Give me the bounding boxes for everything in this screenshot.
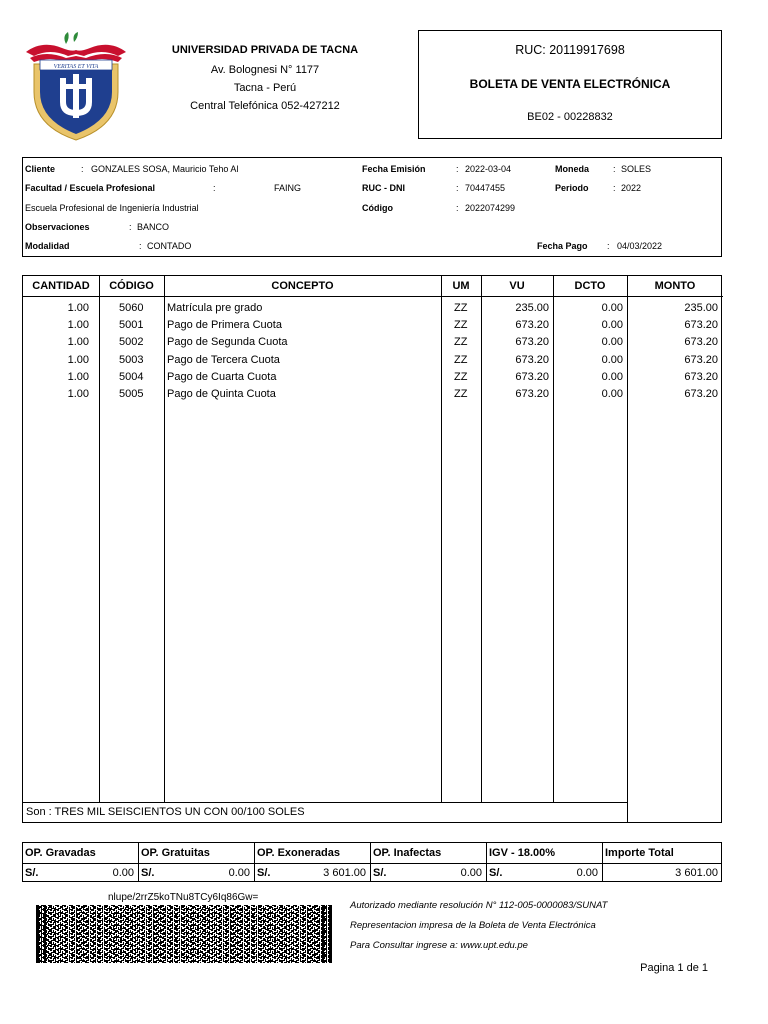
colon: :: [456, 203, 459, 213]
codigo-cell: 5001: [119, 319, 144, 331]
codigo-value: 2022074299: [465, 203, 516, 213]
codigo-cell: 5060: [119, 302, 144, 314]
um-cell: ZZ: [454, 371, 468, 383]
colon: :: [213, 183, 216, 193]
cantidad-cell: 1.00: [67, 371, 89, 383]
monto-cell: 673.20: [684, 388, 718, 400]
colon: :: [81, 164, 84, 174]
items-table: [22, 275, 722, 823]
observaciones-value: BANCO: [137, 222, 170, 232]
university-city: Tacna - Perú: [233, 82, 297, 94]
vu-cell: 673.20: [515, 319, 549, 331]
cantidad-cell: 1.00: [67, 388, 89, 400]
concepto-cell: Pago de Tercera Cuota: [167, 354, 280, 366]
monto-cell: 673.20: [684, 371, 718, 383]
monto-cell: 673.20: [684, 336, 718, 348]
fecha-emision-label: Fecha Emisión: [362, 164, 426, 174]
header-um: UM: [452, 280, 470, 292]
ruc-number: RUC: 20119917698: [515, 43, 625, 57]
pdf417-barcode: [36, 905, 332, 963]
cantidad-cell: 1.00: [67, 319, 89, 331]
consult-note: Para Consultar ingrese a: www.upt.edu.pe: [350, 940, 528, 951]
vu-cell: 673.20: [515, 371, 549, 383]
header-cantidad: CANTIDAD: [32, 280, 90, 292]
moneda-label: Moneda: [555, 164, 590, 174]
concepto-cell: Pago de Segunda Cuota: [167, 336, 288, 348]
importe-total-label: Importe Total: [605, 847, 674, 859]
university-address: Av. Bolognesi N° 1177: [210, 64, 320, 76]
op-gravadas-label: OP. Gravadas: [25, 847, 96, 859]
fecha-emision-value: 2022-03-04: [465, 164, 512, 174]
facultad-label: Facultad / Escuela Profesional: [25, 183, 156, 193]
concepto-cell: Pago de Cuarta Cuota: [167, 371, 277, 383]
table-row: [23, 317, 721, 334]
table-row: [23, 369, 721, 386]
concepto-cell: Pago de Primera Cuota: [167, 319, 282, 331]
op-gravadas-value: 0.00: [112, 867, 134, 879]
importe-total-value: 3 601.00: [675, 867, 718, 879]
university-name: UNIVERSIDAD PRIVADA DE TACNA: [171, 44, 359, 56]
colon: :: [613, 164, 616, 174]
table-row: [23, 300, 721, 317]
op-exoneradas-label: OP. Exoneradas: [257, 847, 340, 859]
document-number: BE02 - 00228832: [527, 111, 613, 123]
representation-note: Representacion impresa de la Boleta de Venta Electrónica: [350, 920, 596, 931]
observaciones-label: Observaciones: [25, 222, 90, 232]
colon: :: [607, 241, 610, 251]
currency-label: S/.: [489, 867, 503, 879]
codigo-cell: 5005: [119, 388, 144, 400]
igv-label: IGV - 18.00%: [489, 847, 556, 859]
cliente-label: Cliente: [25, 164, 56, 174]
amount-in-words: Son : TRES MIL SEISCIENTOS UN CON 00/100 SOLES: [26, 806, 305, 818]
monto-cell: 235.00: [684, 302, 718, 314]
escuela-value: Escuela Profesional de Ingeniería Industrial: [25, 203, 199, 213]
op-exoneradas-value: 3 601.00: [323, 867, 366, 879]
colon: :: [613, 183, 616, 193]
codigo-cell: 5003: [119, 354, 144, 366]
um-cell: ZZ: [454, 336, 468, 348]
colon: :: [139, 241, 142, 251]
university-phone: Central Telefónica 052-427212: [190, 100, 340, 112]
dcto-cell: 0.00: [601, 336, 623, 348]
page-indicator: Pagina 1 de 1: [640, 962, 708, 974]
dcto-cell: 0.00: [601, 388, 623, 400]
fecha-pago-value: 04/03/2022: [617, 241, 663, 251]
currency-label: S/.: [373, 867, 387, 879]
currency-label: S/.: [25, 867, 39, 879]
moneda-value: SOLES: [621, 164, 652, 174]
vu-cell: 673.20: [515, 336, 549, 348]
colon: :: [456, 164, 459, 174]
dcto-cell: 0.00: [601, 354, 623, 366]
um-cell: ZZ: [454, 319, 468, 331]
vu-cell: 673.20: [515, 388, 549, 400]
cantidad-cell: 1.00: [67, 302, 89, 314]
colon: :: [129, 222, 132, 232]
periodo-value: 2022: [621, 183, 642, 193]
header-vu: VU: [509, 280, 525, 292]
ruc-dni-label: RUC - DNI: [362, 183, 405, 193]
um-cell: ZZ: [454, 302, 468, 314]
fecha-pago-label: Fecha Pago: [537, 241, 588, 251]
vu-cell: 673.20: [515, 354, 549, 366]
header-concepto: CONCEPTO: [271, 280, 334, 292]
digest-hash: nlupe/2rrZ5koTNu8TCy6Iq86Gw=: [108, 892, 259, 903]
vu-cell: 235.00: [515, 302, 549, 314]
codigo-label: Código: [362, 203, 393, 213]
header-codigo: CÓDIGO: [109, 280, 154, 292]
op-inafectas-label: OP. Inafectas: [373, 847, 442, 859]
periodo-label: Periodo: [555, 183, 589, 193]
document-type: BOLETA DE VENTA ELECTRÓNICA: [469, 77, 671, 91]
header-monto: MONTO: [654, 280, 696, 292]
ruc-box: [418, 30, 722, 139]
modalidad-value: CONTADO: [147, 241, 192, 251]
op-gratuitas-value: 0.00: [228, 867, 250, 879]
currency-label: S/.: [141, 867, 155, 879]
dcto-cell: 0.00: [601, 371, 623, 383]
colon: :: [456, 183, 459, 193]
modalidad-label: Modalidad: [25, 241, 70, 251]
currency-label: S/.: [257, 867, 271, 879]
cantidad-cell: 1.00: [67, 336, 89, 348]
logo-motto: VERITAS ET VITA: [53, 64, 99, 70]
um-cell: ZZ: [454, 388, 468, 400]
cantidad-cell: 1.00: [67, 354, 89, 366]
facultad-value: FAING: [274, 183, 302, 193]
cliente-value: GONZALES SOSA, Mauricio Teho Al: [91, 164, 239, 174]
um-cell: ZZ: [454, 354, 468, 366]
op-inafectas-value: 0.00: [460, 867, 482, 879]
dcto-cell: 0.00: [601, 302, 623, 314]
op-gratuitas-label: OP. Gratuitas: [141, 847, 210, 859]
header-dcto: DCTO: [574, 280, 606, 292]
totals-table: [22, 842, 722, 882]
igv-value: 0.00: [576, 867, 598, 879]
codigo-cell: 5002: [119, 336, 144, 348]
sunat-authorization: Autorizado mediante resolución N° 112-005-0000083/SUNAT: [350, 900, 608, 911]
table-row: [23, 334, 721, 351]
table-row: [23, 386, 721, 403]
monto-cell: 673.20: [684, 319, 718, 331]
client-info-box: [22, 157, 722, 257]
university-logo: [22, 30, 130, 142]
codigo-cell: 5004: [119, 371, 144, 383]
dcto-cell: 0.00: [601, 319, 623, 331]
concepto-cell: Matrícula pre grado: [167, 302, 263, 314]
table-row: [23, 352, 721, 369]
ruc-dni-value: 70447455: [465, 183, 506, 193]
monto-cell: 673.20: [684, 354, 718, 366]
concepto-cell: Pago de Quinta Cuota: [167, 388, 276, 400]
